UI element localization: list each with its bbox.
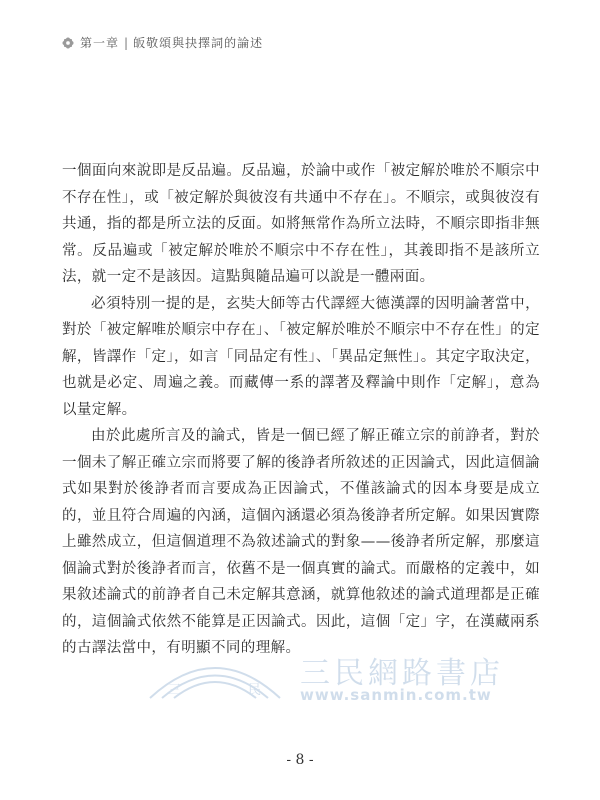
paragraph-1: 一個面向來說即是反品遍。反品遍，於論中或作「被定解於唯於不順宗中不存在性」，或「被定解於與彼沒有共通中不存在」。不順宗，或與彼沒有共通，指的都是所立法的反面。如將無常作為所立法時，不順宗即指非無常。反品遍或「被定解於唯於不順宗中不存在性」，其義即指不是該所立法，就一定不是該因。這點與隨品遍可以說是一體兩面。 — [62, 163, 540, 285]
running-header — [62, 34, 263, 51]
page-number: - 8 - — [286, 752, 314, 768]
chapter-label: 第一章 — [80, 36, 120, 50]
watermark-store-name: 三民網路書店 — [300, 656, 504, 691]
publisher-logo — [140, 648, 290, 708]
publisher-watermark — [140, 648, 520, 708]
flower-icon — [62, 37, 74, 49]
paragraph-3: 由於此處所言及的論式，皆是一個已經了解正確立宗的前諍者，對於一個未了解正確立宗而將要了解的後諍者所敘述的正因論式，因此這個論式如果對於後諍者而言要成為正因論式，不僅該論式的因本身要是成立的，並且符合周遍的內涵，這個內涵還必須為後諍者所定解。如果因實際上雖然成立，但這個道理不為敘述論式的對象——後諍者所定解，那麼這個論式對於後諍者而言，依舊不是一個真實的論式。而嚴格的定義中，如果敘述論式的前諍者自己未定解其意涵，就算他敘述的論式道理都是正確的，這個論式依然不能算是正因論式。因此，這個「定」字，在漢藏兩系的古譯法當中，有明顯不同的理解。 — [62, 428, 540, 656]
watermark-url: www.sanmin.com.tw — [300, 686, 492, 704]
chapter-title: 皈敬頌與抉擇詞的論述 — [133, 36, 264, 50]
paragraph-2: 必須特別一提的是，玄奘大師等古代譯經大德漢譯的因明論著當中，對於「被定解唯於順宗中存在」、「被定解於唯於不順宗中不存在性」的定解，皆譯作「定」，如言「同品定有性」、「異品定無性」。其定字取決定，也就是必定、周遍之義。而藏傳一系的譯著及釋論中則作「定解」，意為以量定解。 — [62, 295, 540, 418]
logo-char-right: 民 — [248, 683, 262, 698]
logo-char-left: 三 — [168, 683, 182, 698]
body-text — [62, 158, 540, 662]
header-separator: | — [124, 35, 129, 50]
